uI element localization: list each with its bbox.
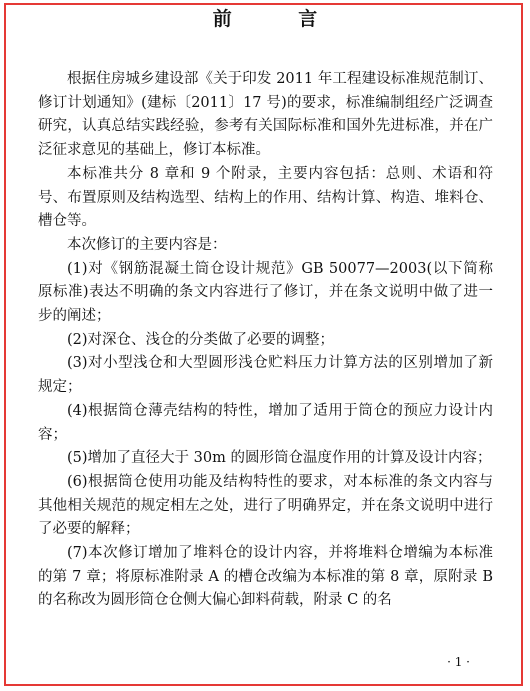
page-title: 前 言 [212, 8, 348, 30]
paragraph: 本标准共分 8 章和 9 个附录，主要内容包括：总则、术语和符号、布置原则及结构选型、结构上的作用、结构计算、构造、堆料仓、槽仓等。 [38, 165, 493, 230]
paragraph: 本次修订的主要内容是： [67, 236, 227, 253]
page-number: · 1 · [447, 655, 470, 669]
paragraph: (7)本次修订增加了堆料仓的设计内容，并将堆料仓增编为本标准的第 7 章；将原标准附录 A 的槽仓改编为本标准的第 8 章，原附录 B 的名称改为圆形筒仓仓侧大偏心卸料荷载，附录 C 的名 [38, 545, 493, 609]
document-body [38, 68, 493, 613]
paragraph: 根据住房城乡建设部《关于印发 2011 年工程建设标准规范制订、修订计划通知》(建标〔2011〕17 号)的要求，标准编制组经广泛调查研究，认真总结实践经验，参考有关国际标准和国外先进标准，并在广泛征求意见的基础上，修订本标准。 [38, 71, 493, 159]
paragraph: (1)对《钢筋混凝土筒仓设计规范》GB 50077—2003(以下简称原标准)表达不明确的条文内容进行了修订，并在条文说明中做了进一步的阐述； [38, 260, 493, 325]
paragraph: (4)根据筒仓薄壳结构的特性，增加了适用于筒仓的预应力设计内容； [38, 402, 493, 443]
paragraph: (5)增加了直径大于 30m 的圆形筒仓温度作用的计算及设计内容； [67, 450, 492, 467]
paragraph: (6)根据筒仓使用功能及结构特性的要求，对本标准的条文内容与其他相关规范的规定相左之处，进行了明确界定，并在条文说明中进行了必要的解释； [38, 473, 493, 538]
paragraph: (2)对深仓、浅仓的分类做了必要的调整； [67, 331, 335, 348]
paragraph: (3)对小型浅仓和大型圆形浅仓贮料压力计算方法的区别增加了新规定； [38, 355, 493, 396]
